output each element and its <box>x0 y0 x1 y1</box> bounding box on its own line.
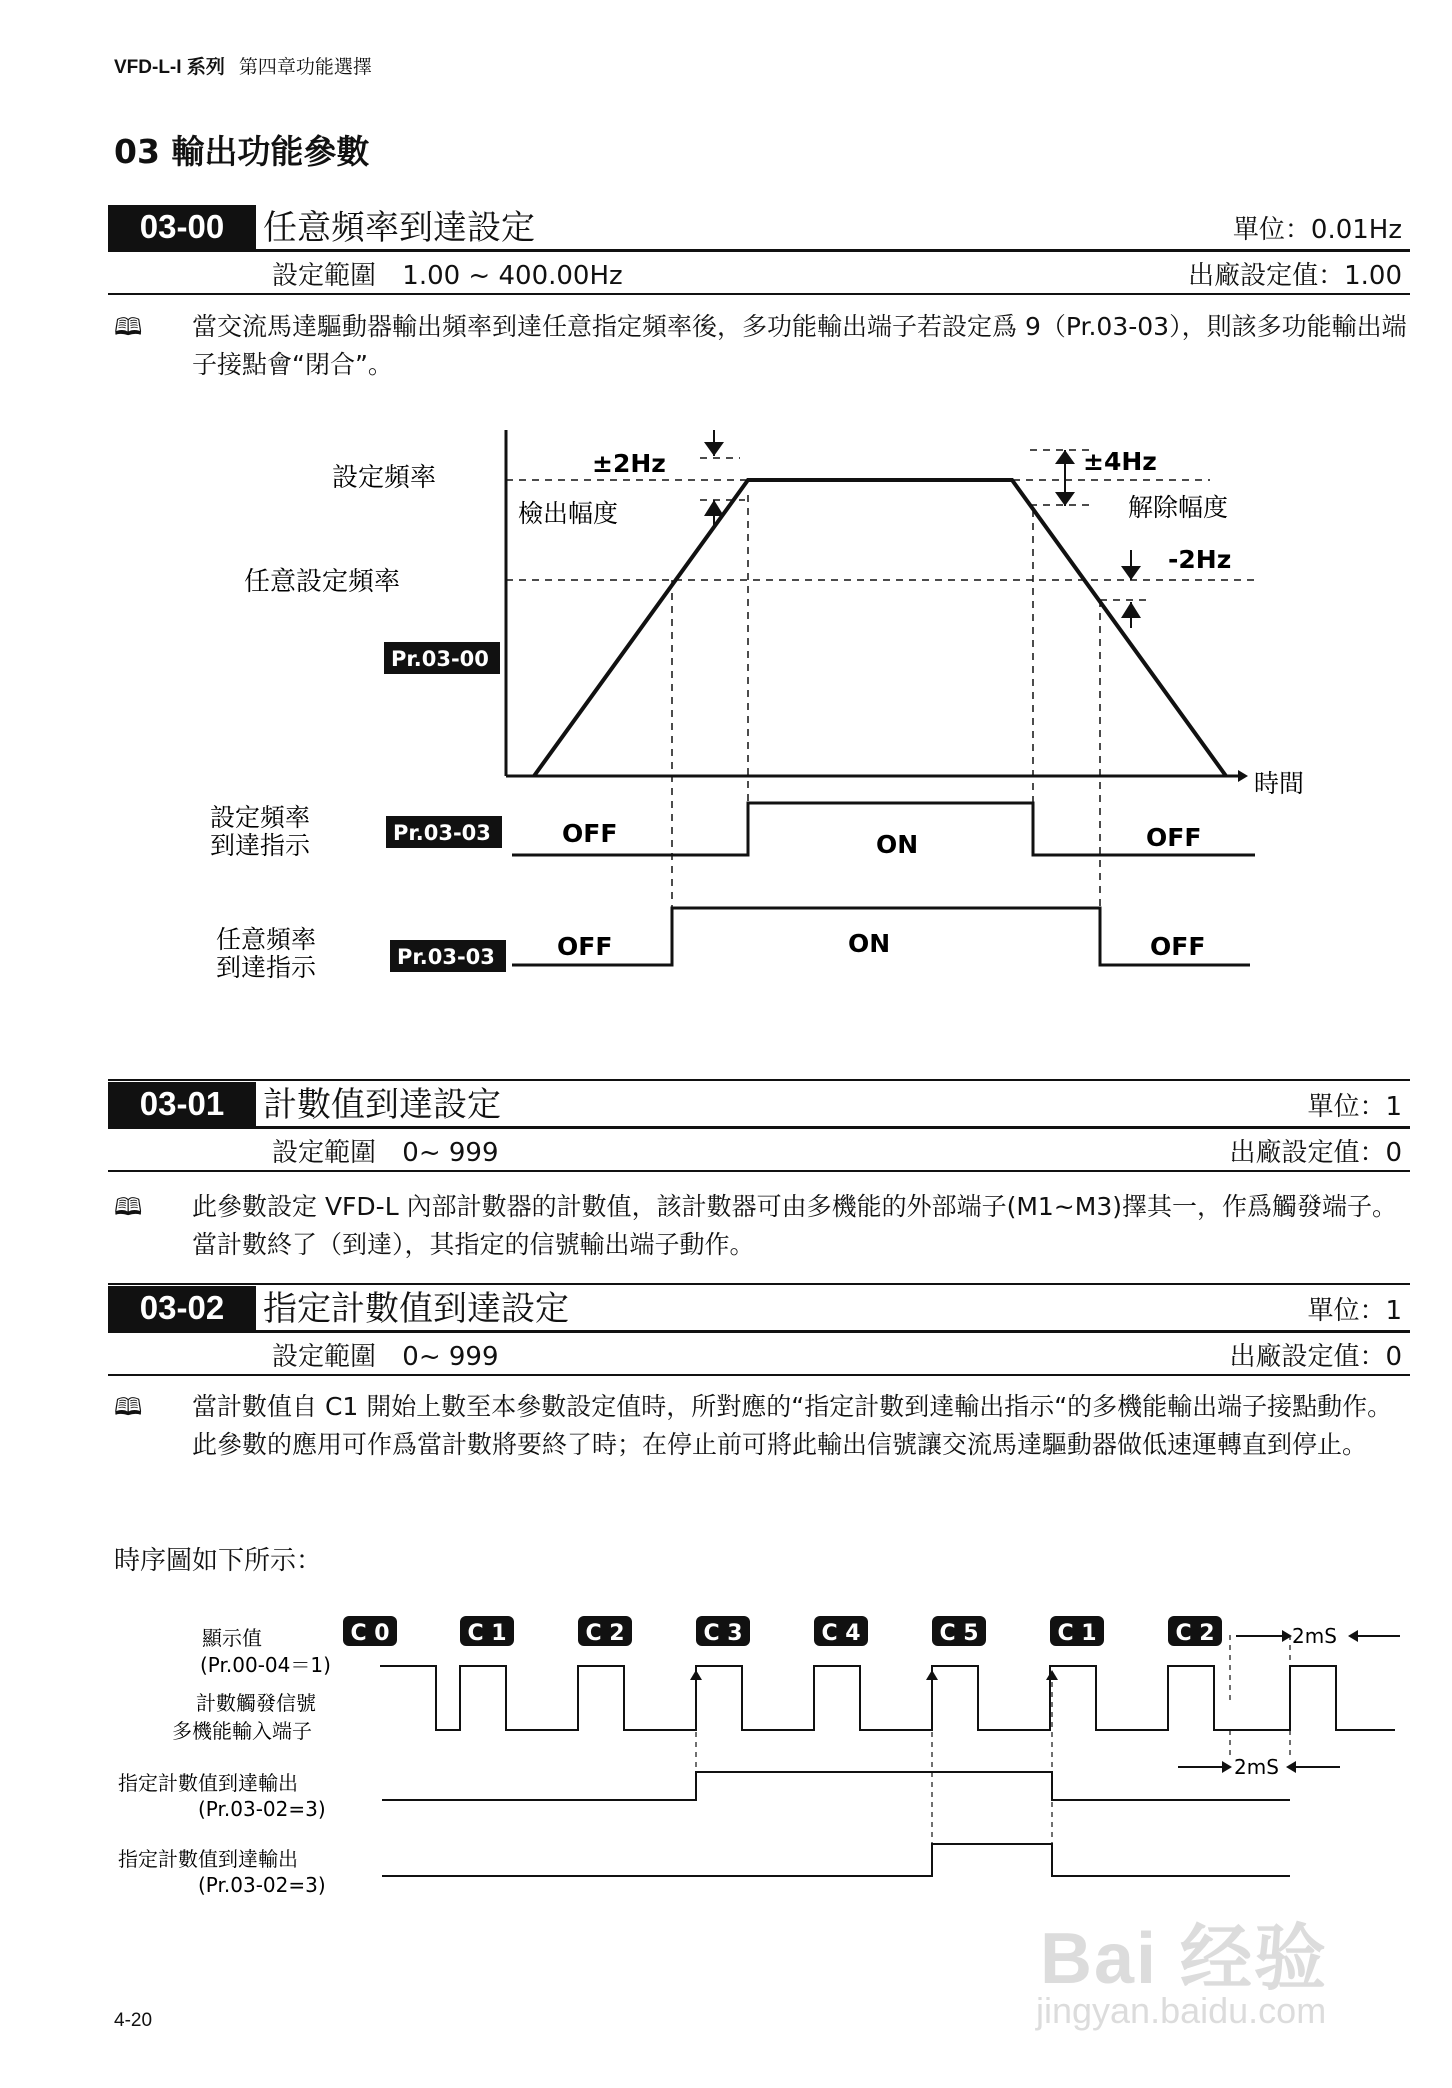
note-text: 此參數設定 VFD-L 內部計數器的計數值，該計數器可由多機能的外部端子(M1~M3)擇其一，作爲觸發端子。當計數終了（到達），其指定的信號輸出端子動作。 <box>192 1192 1397 1259</box>
divider <box>108 249 1410 252</box>
label-detect-width: 檢出幅度 <box>518 499 619 528</box>
display-value: C 2 <box>585 1621 625 1646</box>
tag-pr0303-a: Pr.03-03 <box>393 821 491 845</box>
sig1-on: ON <box>876 830 919 859</box>
range-value: 0~ 999 <box>402 1138 499 1168</box>
param-factory-default: 出廠設定值：0 <box>1229 1342 1402 1372</box>
param-name: 指定計數值到達設定 <box>263 1289 569 1329</box>
range-label: 設定範圍 <box>272 1138 377 1168</box>
label-set-frequency: 設定頻率 <box>332 463 437 493</box>
param-name: 計數值到達設定 <box>263 1085 501 1125</box>
watermark-line1: Bai 经验 <box>1040 1919 1329 1999</box>
divider <box>108 1374 1410 1376</box>
sig2-off-right: OFF <box>1150 932 1206 961</box>
param-block-03-00 <box>108 205 1410 300</box>
param-block-03-01 <box>108 1082 1410 1177</box>
sig2-off-left: OFF <box>557 932 613 961</box>
divider <box>108 1079 1410 1081</box>
param-code: 03-02 <box>108 1286 256 1330</box>
tag-pr0300: Pr.03-00 <box>391 647 489 671</box>
param-note-03-00 <box>114 308 1414 384</box>
display-value: C 2 <box>1175 1621 1215 1646</box>
param-block-03-02 <box>108 1286 1410 1381</box>
label-minus2hz: -2Hz <box>1168 545 1232 574</box>
label-trigger-1: 計數觸發信號 <box>196 1691 316 1715</box>
display-value: C 5 <box>939 1621 979 1646</box>
label-release-width: 解除幅度 <box>1128 493 1229 522</box>
label-any-frequency: 任意設定頻率 <box>244 567 401 597</box>
range-value: 0~ 999 <box>402 1342 499 1372</box>
label-out2-pr: (Pr.03-02=3) <box>198 1873 326 1897</box>
display-value: C 1 <box>1057 1621 1097 1646</box>
label-plus2hz: ±2Hz <box>592 449 666 478</box>
label-sig1-line2: 到達指示 <box>210 831 311 860</box>
display-value: C 3 <box>703 1621 743 1646</box>
label-display-pr: (Pr.00-04＝1) <box>200 1653 331 1677</box>
param-note-03-02 <box>114 1388 1414 1464</box>
param-unit: 單位：1 <box>1307 1296 1402 1326</box>
watermark-logo <box>1040 1900 1328 2004</box>
display-value: C 4 <box>821 1621 861 1646</box>
open-book-icon: 🕮 <box>114 1193 143 1221</box>
header-series: VFD-L-I 系列 <box>114 57 225 78</box>
label-sig2-line1: 任意頻率 <box>216 925 317 954</box>
running-header <box>114 52 372 79</box>
label-plus4hz: ±4Hz <box>1083 447 1157 476</box>
param-name: 任意頻率到達設定 <box>263 208 535 248</box>
divider <box>108 293 1410 295</box>
label-sig2-line2: 到達指示 <box>216 953 317 982</box>
param-unit: 單位：0.01Hz <box>1232 215 1402 245</box>
range-value: 1.00 ~ 400.00Hz <box>402 261 623 291</box>
label-trigger-2: 多機能輸入端子 <box>172 1719 312 1743</box>
param-range <box>272 1336 499 1373</box>
divider <box>108 1283 1410 1285</box>
sig1-off-right: OFF <box>1146 823 1202 852</box>
display-value: C 0 <box>350 1621 390 1646</box>
watermark-url: jingyan.baidu.com <box>1036 1990 1327 2031</box>
note-text: 當交流馬達驅動器輸出頻率到達任意指定頻率後，多功能輸出端子若設定爲 9（Pr.03-03），則該多功能輸出端子接點會“閉合”。 <box>192 312 1407 379</box>
label-sig1-line1: 設定頻率 <box>210 803 311 832</box>
label-2ms-top: 2mS <box>1292 1624 1337 1648</box>
page-number: 4-20 <box>114 2010 153 2031</box>
display-value: C 1 <box>467 1621 507 1646</box>
header-chapter: 第四章功能選擇 <box>238 56 372 78</box>
range-label: 設定範圍 <box>272 261 377 291</box>
open-book-icon: 🕮 <box>114 313 143 341</box>
param-factory-default: 出廠設定值：1.00 <box>1188 261 1402 291</box>
open-book-icon: 🕮 <box>114 1393 143 1421</box>
section-title: 03 輸出功能參數 <box>114 132 370 171</box>
divider <box>108 1126 1410 1129</box>
param-code: 03-00 <box>108 205 256 249</box>
param-code: 03-01 <box>108 1082 256 1126</box>
range-label: 設定範圍 <box>272 1342 377 1372</box>
label-out1-pr: (Pr.03-02=3) <box>198 1797 326 1821</box>
divider <box>108 1330 1410 1333</box>
sig1-off-left: OFF <box>562 819 618 848</box>
param-unit: 單位：1 <box>1307 1092 1402 1122</box>
note-text: 當計數值自 C1 開始上數至本參數設定值時，所對應的“指定計數到達輸出指示“的多機能輸出端子接點動作。此參數的應用可作爲當計數將要終了時；在停止前可將此輸出信號讓交流馬達驅動器做低速運轉直到停止。 <box>192 1392 1393 1459</box>
sig2-on: ON <box>848 929 891 958</box>
label-out2: 指定計數值到達輸出 <box>118 1847 298 1871</box>
frequency-reach-diagram <box>0 400 1452 1020</box>
tag-pr0303-b: Pr.03-03 <box>397 945 495 969</box>
label-out1: 指定計數值到達輸出 <box>118 1771 298 1795</box>
param-range <box>272 1132 499 1169</box>
timing-intro: 時序圖如下所示： <box>114 1546 323 1576</box>
label-display: 顯示值 <box>202 1626 262 1650</box>
label-time: 時間 <box>1254 769 1305 798</box>
param-range <box>272 255 623 292</box>
label-2ms-mid: 2mS <box>1234 1755 1279 1779</box>
param-note-03-01 <box>114 1188 1414 1264</box>
counter-timing-diagram <box>0 1600 1452 1920</box>
divider <box>108 1170 1410 1172</box>
param-factory-default: 出廠設定值：0 <box>1229 1138 1402 1168</box>
